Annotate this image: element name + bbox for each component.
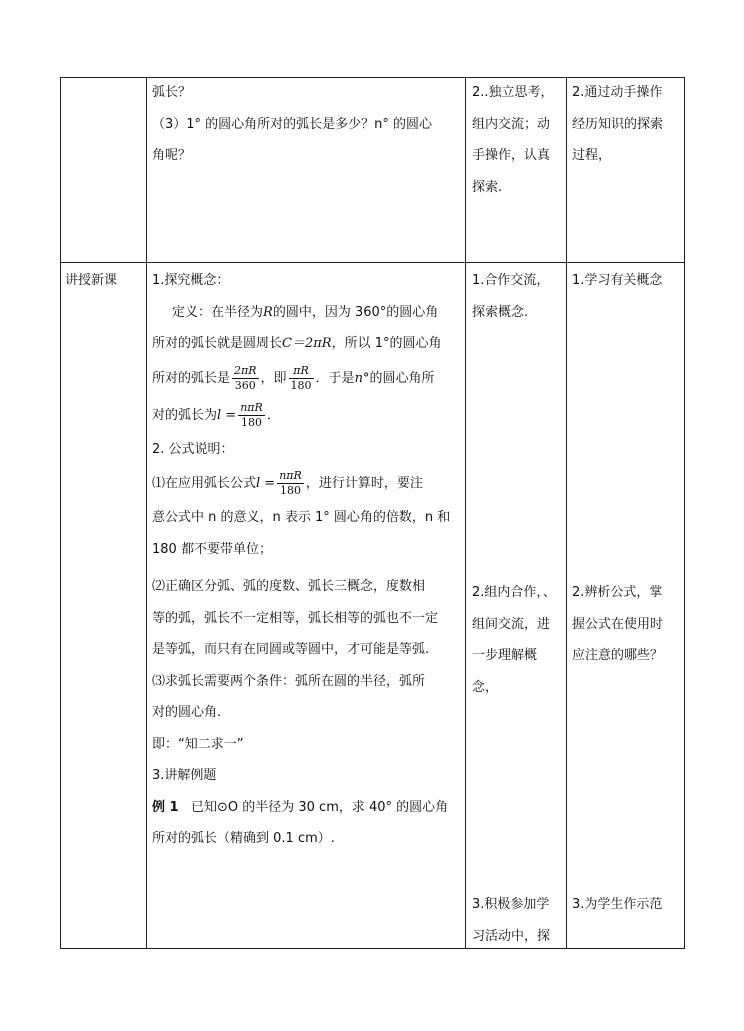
fraction-denominator: 180 (241, 415, 262, 429)
definition-line-1 (152, 297, 464, 329)
example-label: 例 1 (152, 799, 179, 815)
fraction-2piR-360 (232, 364, 259, 393)
column-divider-3 (566, 77, 567, 949)
fraction-denominator: 180 (280, 484, 301, 497)
student-line: 2.组内合作，、 (472, 585, 556, 600)
student-line: 一步理解概 (472, 648, 538, 663)
text: 已知⊙O 的半径为 30 cm，求 40° 的圆心角 (190, 799, 449, 815)
text: 的圆心角所 (369, 370, 435, 386)
row1-intent-line: 经历知识的探索 (572, 116, 664, 132)
row1-student-line: 2..独立思考， (472, 85, 554, 100)
column-divider-2 (465, 77, 466, 949)
row1-intent-line: 2.通过动手操作 (572, 85, 663, 100)
point-1-line-3: 180 都不要带单位； (152, 541, 272, 557)
table-right-border (684, 77, 685, 949)
row-divider (60, 262, 685, 263)
fraction-numerator: nπR (240, 400, 263, 414)
fraction-numerator: nπR (279, 469, 302, 482)
text: ，进行计算时，要注 (305, 476, 423, 491)
var-l: l = (217, 407, 237, 423)
row1-student-cell (472, 77, 564, 203)
text: 定义：在半径为 (172, 304, 264, 320)
text: 所对的弧长就是圆周长 (152, 336, 283, 351)
point-2-line-3: 是等弧，而只有在同圆或等圆中，才可能是等弧. (152, 642, 430, 657)
row2-intent-block-1: 1.学习有关概念 (572, 273, 663, 288)
row1-intent-cell (572, 77, 684, 172)
student-line: 习活动中，探 (472, 928, 551, 944)
student-line: 1.合作交流， (472, 273, 550, 288)
column-divider-1 (146, 77, 147, 949)
section-heading-2: 2. 公式说明： (152, 441, 234, 457)
circumference-formula: C＝2πR (282, 336, 332, 351)
intent-line: 应注意的哪些？ (572, 648, 664, 663)
row1-intent-line: 过程， (572, 148, 612, 163)
row2-student-block-3 (472, 889, 564, 952)
row1-content-line: （3）1° 的圆心角所对的弧长是多少？n° 的圆心 (152, 116, 433, 132)
row2-intent-block-3: 3.为学生作示范 (572, 897, 663, 912)
table-left-border (60, 77, 61, 949)
example-line-1 (152, 792, 464, 824)
fraction-denominator: 360 (234, 378, 256, 392)
point-2-line-2: 等的弧，弧长不一定相等，弧长相等的弧也不一定 (152, 610, 439, 626)
row1-content-line: 弧长？ (152, 85, 192, 100)
row1-student-line: 探索. (472, 179, 503, 195)
var-l: l = (256, 476, 276, 491)
row2-intent-block-2 (572, 577, 684, 672)
row1-content-cell (152, 77, 462, 172)
text: ⑴在应用弧长公式 (152, 476, 257, 491)
text: ．于是 (315, 370, 355, 386)
text: ，即 (260, 370, 287, 386)
var-n-degree: n° (354, 370, 370, 386)
row1-student-line: 组内交流；动 (472, 116, 551, 132)
row1-student-line: 手操作，认真 (472, 148, 551, 163)
student-line: 3.积极参加学 (472, 897, 550, 912)
fraction-piR-180 (289, 364, 314, 393)
point-3-line-1: ⑶求弧长需要两个条件：弧所在圆的半径，弧所 (152, 673, 426, 689)
fraction-numerator: πR (289, 364, 314, 379)
text: 对的弧长为 (152, 407, 218, 423)
var-R: R (263, 304, 273, 320)
summary-line: 即：“知二求一” (152, 736, 244, 752)
text: 的圆中，因为 360°的圆心角 (272, 304, 439, 320)
intent-line: 2.辨析公式，掌 (572, 585, 663, 600)
definition-line-3 (152, 360, 464, 397)
definition-line-2 (152, 328, 464, 360)
student-line: 组间交流，进 (472, 616, 551, 632)
point-2-line-1: ⑵正确区分弧、弧的度数、弧长三概念，度数相 (152, 579, 426, 594)
text: 所对的弧长是 (152, 370, 231, 386)
point-3-line-2: 对的圆心角. (152, 705, 222, 720)
stage-label: 讲授新课 (65, 273, 118, 288)
fraction-numerator: 2πR (234, 363, 257, 377)
section-heading-1: 1.探究概念： (152, 273, 230, 288)
intent-line: 握公式在使用时 (572, 616, 664, 632)
point-1-line-2: 意公式中 n 的意义，n 表示 1° 圆心角的倍数，n 和 (152, 510, 451, 525)
point-1-line-1 (152, 465, 464, 502)
text: ，所以 1°的圆心角 (331, 336, 442, 351)
lesson-table (60, 77, 685, 949)
table-bottom-border (60, 948, 685, 949)
fraction-npiR-180 (238, 401, 265, 430)
row2-student-block-1 (472, 265, 564, 328)
text: ． (266, 407, 280, 423)
fraction-denominator: 180 (290, 378, 312, 392)
student-line: 念， (472, 679, 499, 695)
example-line-2: 所对的弧长（精确到 0.1 cm）. (152, 831, 335, 846)
section-heading-3: 3.讲解例题 (152, 768, 217, 783)
fraction-npiR-180 (277, 469, 304, 498)
row2-student-block-2 (472, 577, 564, 703)
row1-content-line: 角呢？ (152, 148, 192, 163)
definition-line-4 (152, 397, 464, 434)
row2-content-cell (152, 265, 464, 855)
student-line: 探索概念. (472, 304, 529, 320)
